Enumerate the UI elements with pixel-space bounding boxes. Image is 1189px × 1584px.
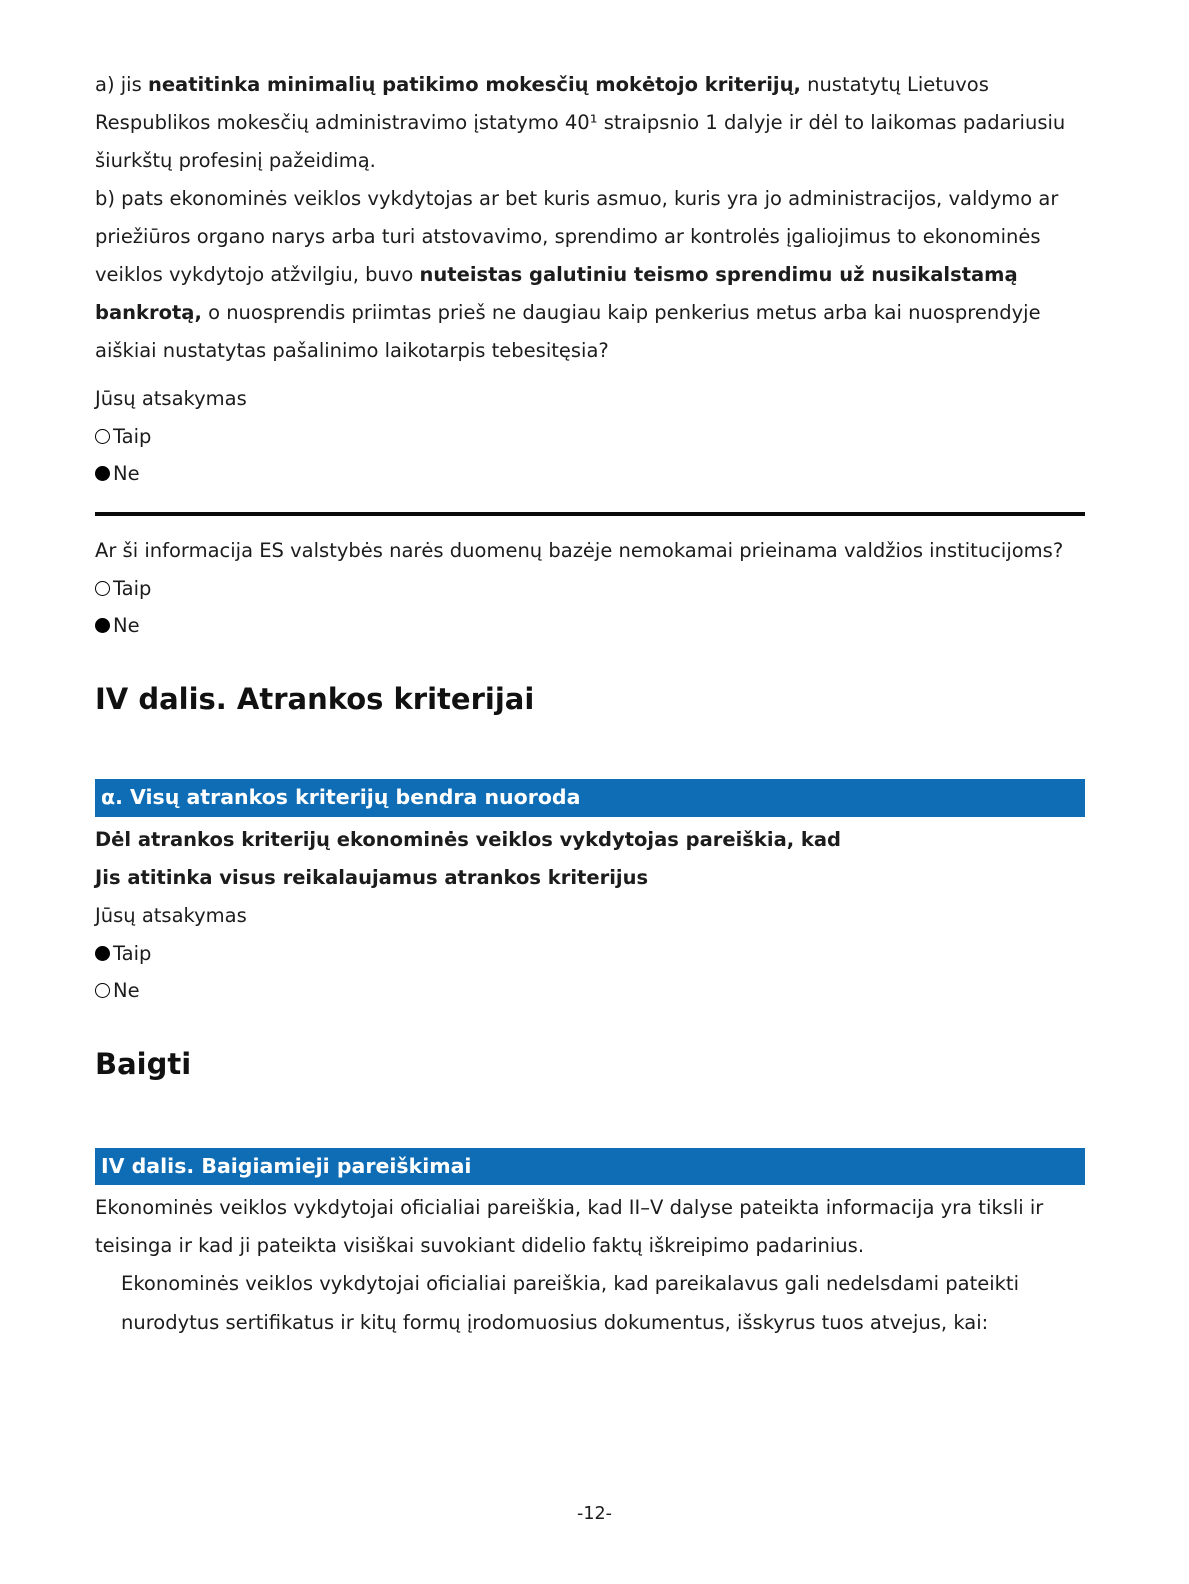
radio-option-ne[interactable] — [95, 607, 1085, 644]
radio-option-ne[interactable] — [95, 972, 1085, 1009]
radio-option-label: Ne — [113, 614, 140, 638]
section-divider — [95, 512, 1085, 516]
banner-concluding-statements: IV dalis. Baigiamieji pareiškimai — [95, 1148, 1085, 1186]
radio-icon[interactable] — [95, 983, 110, 998]
radio-option-label: Taip — [113, 425, 152, 449]
radio-option-taip[interactable] — [95, 935, 1085, 972]
section-heading-finish: Baigti — [95, 1046, 192, 1081]
selection-statement-line1: Dėl atrankos kriterijų ekonominės veiklos vykdytojas pareiškia, kad — [95, 827, 842, 851]
answer-label: Jūsų atsakymas — [95, 387, 247, 411]
radio-option-label: Ne — [113, 462, 140, 486]
bold-text: nuteistas galutiniu teismo sprendimu už nusikalstamą bankrotą, — [95, 263, 1018, 325]
exclusion-paragraph-a — [95, 66, 1085, 180]
database-question: Ar ši informacija ES valstybės narės duomenų bazėje nemokamai prieinama valdžios institucijoms? — [95, 539, 1064, 563]
radio-icon[interactable] — [95, 429, 110, 444]
paragraph-text: b) pats ekonominės veiklos vykdytojas ar bet kuris asmuo, kuris yra jo administracijos, valdymo ar priežiūros organo narys arba turi atstovavimo, sprendimo ar kontrolės įgaliojimus to ekonominės veiklos vykdytojo atžvilgiu, buvo — [95, 187, 1059, 287]
page-number: -12- — [577, 1504, 612, 1524]
radio-option-taip[interactable] — [95, 418, 1085, 455]
radio-icon[interactable] — [95, 466, 110, 481]
paragraph-text: a) jis — [95, 73, 148, 96]
bold-text: neatitinka minimalių patikimo mokesčių mokėtojo kriterijų, — [147, 73, 801, 96]
paragraph-text: o nuosprendis priimtas prieš ne daugiau kaip penkerius metus arba kai nuosprendyje aiškiai nustatytas pašalinimo laikotarpis tebesitęsia? — [95, 301, 1041, 363]
radio-option-taip[interactable] — [95, 570, 1085, 607]
exclusion-paragraph-b — [95, 180, 1085, 370]
closing-paragraph-1: Ekonominės veiklos vykdytojai oficialiai pareiškia, kad II–V dalyse pateikta informacija yra tiksli ir teisinga ir kad ji pateikta visiškai suvokiant didelio faktų iškreipimo padarinius. — [95, 1196, 1044, 1258]
radio-option-label: Ne — [113, 978, 140, 1002]
selection-statement-line2: Jis atitinka visus reikalaujamus atrankos kriterijus — [95, 865, 649, 889]
radio-icon[interactable] — [95, 946, 110, 961]
radio-icon[interactable] — [95, 618, 110, 633]
banner-selection-criteria: α. Visų atrankos kriterijų bendra nuoroda — [95, 779, 1085, 817]
section-heading-selection: IV dalis. Atrankos kriterijai — [95, 682, 535, 717]
answer-label: Jūsų atsakymas — [95, 903, 247, 927]
radio-option-label: Taip — [113, 941, 152, 965]
radio-icon[interactable] — [95, 581, 110, 596]
closing-paragraph-2: Ekonominės veiklos vykdytojai oficialiai pareiškia, kad pareikalavus gali nedelsdami pateikti nurodytus sertifikatus ir kitų formų įrodomuosius dokumentus, išskyrus tuos atvejus, kai: — [121, 1272, 1019, 1334]
paragraph-text: nustatytų Lietuvos Respublikos mokesčių administravimo įstatymo 40¹ straipsnio 1 dalyje ir dėl to laikomas padariusiu šiurkštų profesinį pažeidimą. — [95, 73, 1066, 173]
radio-option-label: Taip — [113, 577, 152, 601]
radio-option-ne[interactable] — [95, 455, 1085, 492]
